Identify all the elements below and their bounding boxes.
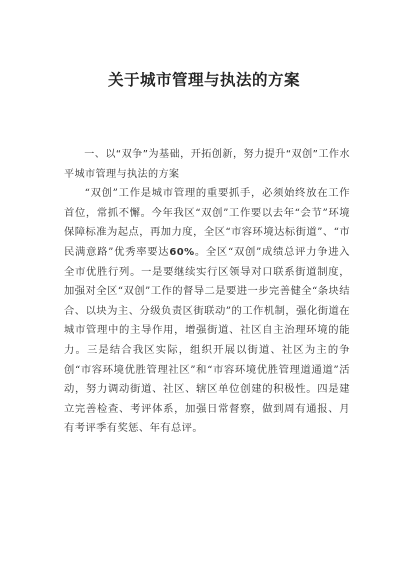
document-title: 关于城市管理与执法的方案 — [107, 71, 300, 89]
paragraph-text-part1: “双创”工作是城市管理的重要抓手，必须始终放在工作首位，常抓不懈。今年我区“双创”工作要以去年“会节”环境保障标准为起点，再加力度，全区“市容环境达标街道”、“市民满意路”优秀率要达 — [64, 187, 350, 258]
body-paragraph — [64, 184, 350, 439]
paragraph-text-part2: 。全区“双创”成绩总评力争进入全市优胜行列。一是要继续实行区领导对口联系街道制度，加强对全区“双创”工作的督导二是要进一步完善健全“条块结合、以块为主、分级负责区街联动”的工作机制，强化街道在城市管理中的主导作用，增强街道、社区自主治理环境的能力。三是结合我区实际，组织开展以街道、社区为主的争创“市容环境优胜管理社区”和“市容环境优胜管理道通道”活动，努力调动街道、社区、辖区单位创建的积极性。四是建立完善检查、考评体系，加强日常督察，做到周有通报、月有考评季有奖惩、年有总评。 — [64, 245, 351, 435]
percent-value: 60% — [169, 246, 195, 258]
section-heading: 一、以“双争”为基础，开拓创新，努力提升“双创”工作水平城市管理与执法的方案 — [64, 149, 350, 180]
document-body — [64, 145, 350, 439]
